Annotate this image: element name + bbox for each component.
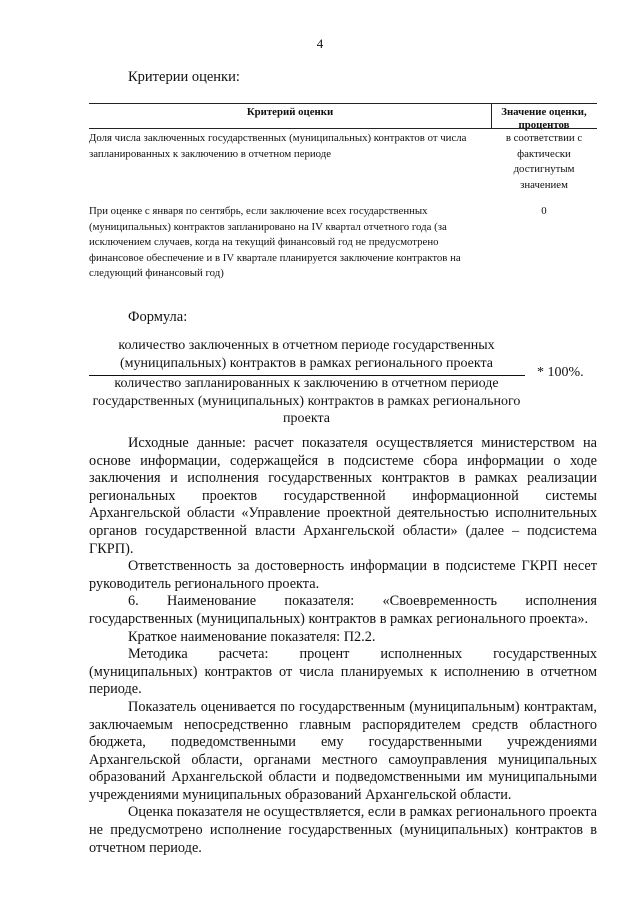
table-header-rule [89,128,597,129]
table-row-2-criterion: При оценке с января по сентябрь, если заключение всех государственных (муниципальных) контрактов запланировано на IV квартал отчетного года (за исключением случаев, когда на текущий финансовый год не предусмотрено финансовое обеспечение и в IV квартале планируется заключение контрактов на следующий финансовый год) [89,205,461,279]
table-top-rule [89,103,597,104]
table-header-criterion: Критерий оценки [246,106,334,118]
paragraph-source-data: Исходные данные: расчет показателя осуществляется министерством на основе информации, содержащейся в подсистеме сбора информации о ходе заключения и исполнения государственных контрактов в рамках реализации региональных проектов государственной информационной системы Архангельской области «Управление проектной деятельностью исполнительных органов государственной власти Архангельской области» (далее – подсистема ГКРП). [89,435,597,557]
table-row-2-value: 0 [541,205,547,217]
paragraph-exclusion: Оценка показателя не осуществляется, если в рамках регионального проекта не предусмотрено исполнение государственных (муниципальных) контрактов в отчетном периоде. [89,804,597,856]
paragraph-methodology: Методика расчета: процент исполненных государственных (муниципальных) контрактов от числа планируемых к исполнению в отчетном периоде. [89,646,597,698]
paragraph-short-name: Краткое наименование показателя: П2.2. [128,628,376,645]
paragraph-indicator-name: 6. Наименование показателя: «Своевременность исполнения государственных (муниципальных) контрактов в рамках регионального проекта». [89,593,597,627]
body-text [89,435,597,857]
formula-numerator: количество заключенных в отчетном периоде государственных (муниципальных) контрактов в рамках регионального проекта [118,338,495,371]
page-number: 4 [316,36,324,51]
formula-heading: Формула: [128,309,188,325]
table-row-1-criterion: Доля числа заключенных государственных (муниципальных) контрактов от числа запланированных к заключению в отчетном периоде [89,132,467,160]
formula-multiplier: * 100%. [537,365,584,380]
table-header-value: Значение оценки, процентов [501,106,587,131]
criteria-heading: Критерии оценки: [128,69,240,85]
paragraph-scope: Показатель оценивается по государственным (муниципальным) контрактам, заключаемым непосредственно главным распорядителем средств областного бюджета, подведомственными ему государственными учреждениями Архангельской области, органами местного самоуправления муниципальных образований Архангельской области и подведомственными им муниципальными учреждениями муниципальных образований Архангельской области. [89,698,597,803]
formula [89,337,600,432]
formula-denominator: количество запланированных к заключению в отчетном периоде государственных (муниципальных) контрактов в рамках регионального проекта [92,376,521,426]
paragraph-responsibility: Ответственность за достоверность информации в подсистеме ГКРП несет руководитель регионального проекта. [89,558,597,592]
table-row-1-value: в соответствии с фактически достигнутым значением [505,132,583,191]
